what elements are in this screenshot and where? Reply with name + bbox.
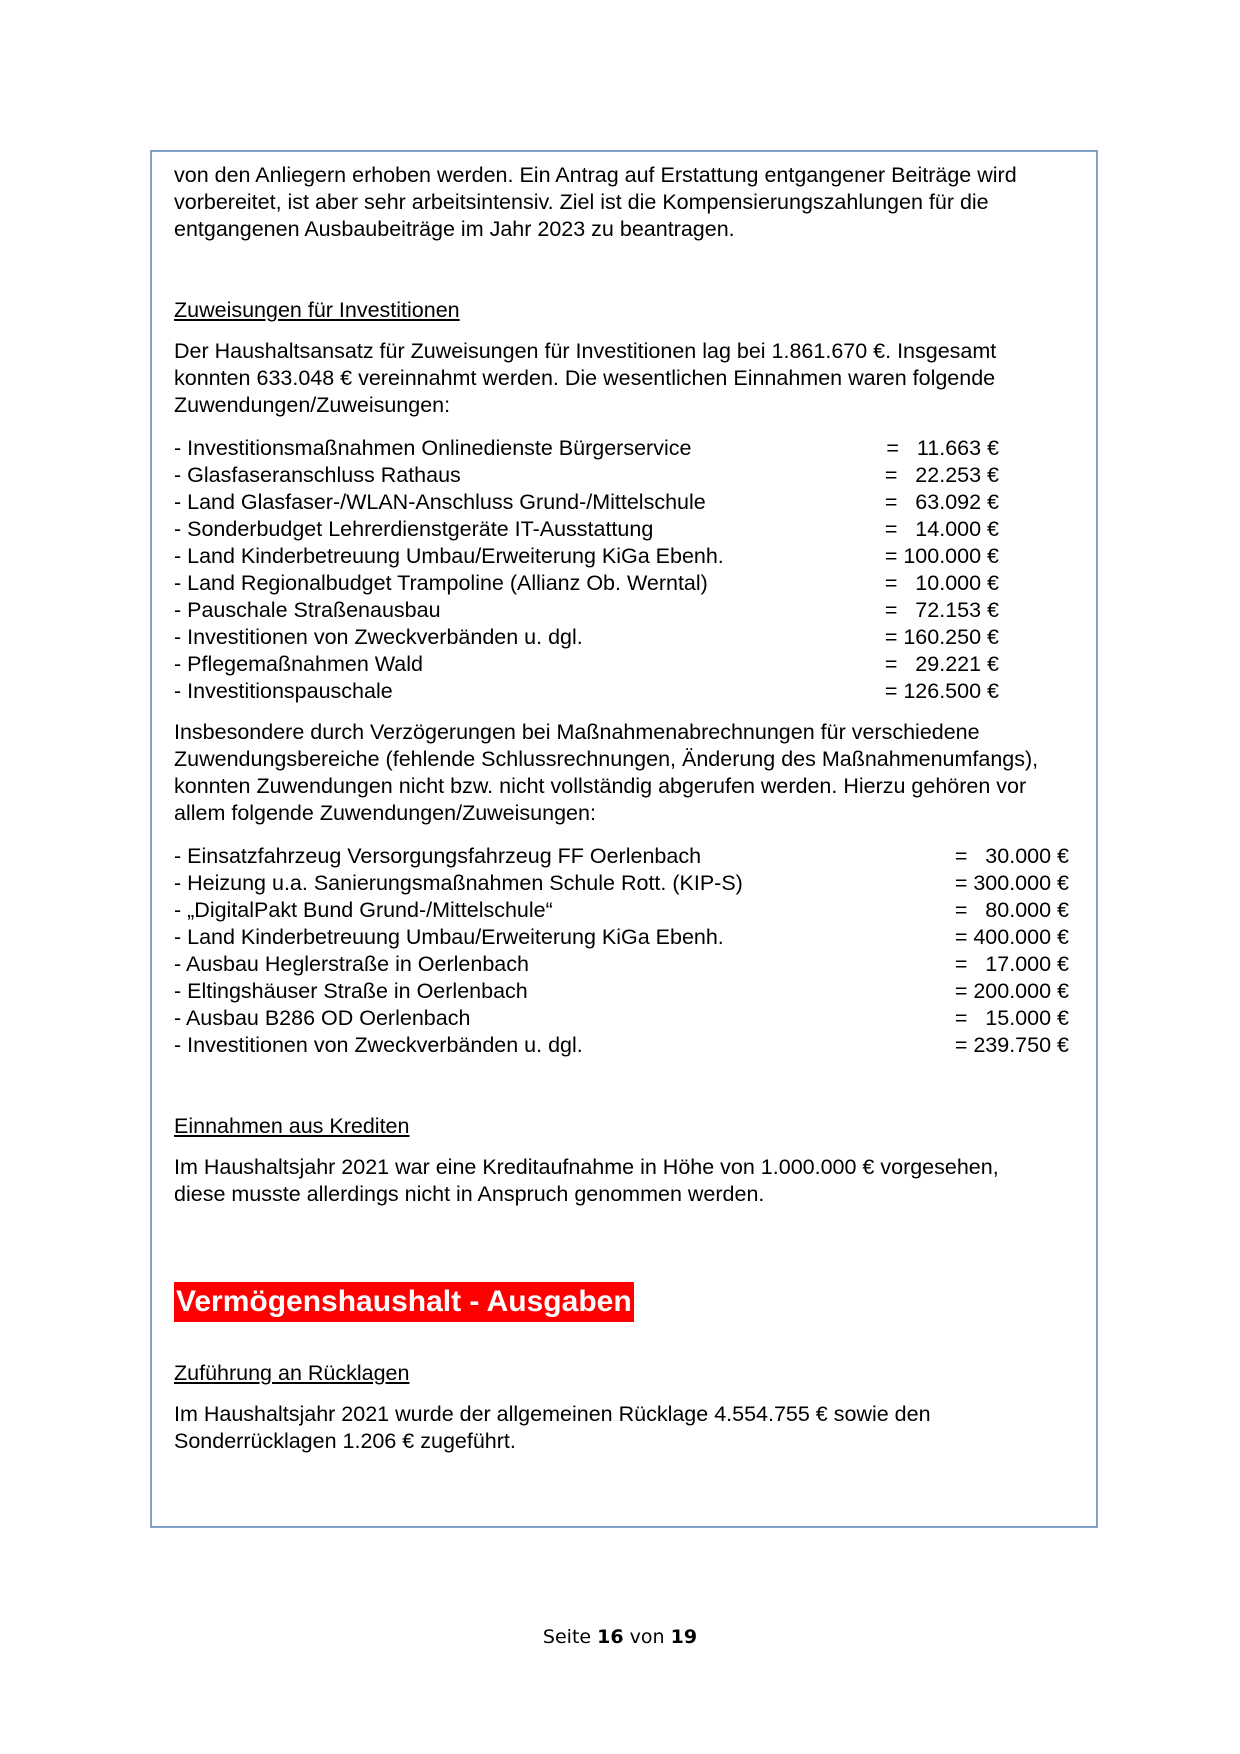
- section-title-vermoegenshaushalt: Vermögenshaushalt - Ausgaben: [174, 1282, 634, 1322]
- section-heading-kredite: Einnahmen aus Krediten: [174, 1114, 410, 1138]
- item-value: = 22.253 €: [884, 463, 999, 487]
- item-value: = 29.221 €: [884, 652, 999, 676]
- list-item: [174, 1032, 1069, 1059]
- list-item: [174, 516, 999, 543]
- list-item: [174, 543, 999, 570]
- item-value: = 14.000 €: [884, 517, 999, 541]
- list-item: [174, 489, 999, 516]
- item-label: - Investitionspauschale: [174, 679, 393, 703]
- item-label: - Land Regionalbudget Trampoline (Allianz Ob. Werntal): [174, 571, 708, 595]
- item-label: - Heizung u.a. Sanierungsmaßnahmen Schule Rott. (KIP-S): [174, 871, 743, 895]
- item-label: - Land Kinderbetreuung Umbau/Erweiterung KiGa Ebenh.: [174, 925, 724, 949]
- list-item: [174, 978, 1069, 1005]
- item-value: = 72.153 €: [884, 598, 999, 622]
- list-item: [174, 651, 999, 678]
- item-value: = 200.000 €: [954, 979, 1069, 1003]
- list-item: [174, 435, 999, 462]
- item-label: - Ausbau B286 OD Oerlenbach: [174, 1006, 471, 1030]
- item-label: - Sonderbudget Lehrerdienstgeräte IT-Ausstattung: [174, 517, 654, 541]
- footer-prefix: Seite: [542, 1626, 592, 1648]
- list-item: [174, 924, 1069, 951]
- item-label: - Investitionen von Zweckverbänden u. dgl.: [174, 1033, 583, 1057]
- item-value: = 239.750 €: [954, 1033, 1069, 1057]
- list-item: [174, 1005, 1069, 1032]
- item-value: = 63.092 €: [884, 490, 999, 514]
- item-value: = 80.000 €: [954, 898, 1069, 922]
- item-label: - „DigitalPakt Bund Grund-/Mittelschule“: [174, 898, 553, 922]
- item-value: = 300.000 €: [954, 871, 1069, 895]
- item-value: = 126.500 €: [884, 679, 999, 703]
- item-label: - Eltingshäuser Straße in Oerlenbach: [174, 979, 528, 1003]
- item-value: = 160.250 €: [884, 625, 999, 649]
- item-value: = 400.000 €: [954, 925, 1069, 949]
- list-item: [174, 597, 999, 624]
- item-label: - Investitionsmaßnahmen Onlinedienste Bürgerservice: [174, 436, 692, 460]
- item-value: = 10.000 €: [884, 571, 999, 595]
- list-item: [174, 897, 1069, 924]
- zuweisungen-list: [174, 435, 999, 705]
- item-value: = 30.000 €: [954, 844, 1069, 868]
- item-label: - Ausbau Heglerstraße in Oerlenbach: [174, 952, 529, 976]
- list-item: [174, 843, 1069, 870]
- verzoegerungen-paragraph: Insbesondere durch Verzögerungen bei Maßnahmenabrechnungen für verschiedene Zuwendungsbereiche (fehlende Schlussrechnungen, Änderung des Maßnahmenumfangs), konnten Zuwendungen nicht bzw. nicht vollständig abgerufen werden. Hierzu gehören vor allem folgende Zuwendungen/Zuweisungen:: [174, 720, 1039, 825]
- intro-paragraph: von den Anliegern erhoben werden. Ein Antrag auf Erstattung entgangener Beiträge wird vorbereitet, ist aber sehr arbeitsintensiv. Ziel ist die Kompensierungszahlungen für die entgangenen Ausbaubeiträge im Jahr 2023 zu beantragen.: [174, 163, 1017, 241]
- list-item: [174, 951, 1069, 978]
- item-value: = 17.000 €: [954, 952, 1069, 976]
- footer-middle: von: [629, 1626, 665, 1648]
- item-value: = 15.000 €: [954, 1006, 1069, 1030]
- item-value: = 100.000 €: [884, 544, 999, 568]
- list-item: [174, 870, 1069, 897]
- item-label: - Pauschale Straßenausbau: [174, 598, 441, 622]
- ruecklagen-paragraph: Im Haushaltsjahr 2021 wurde der allgemeinen Rücklage 4.554.755 € sowie den Sonderrücklagen 1.206 € zugeführt.: [174, 1402, 931, 1453]
- page-footer: [0, 1626, 1240, 1648]
- nicht-abgerufen-list: [174, 843, 1069, 1059]
- section-title-wrap: [174, 1282, 1074, 1322]
- page-content: [174, 162, 1074, 1455]
- investitionen-paragraph: Der Haushaltsansatz für Zuweisungen für Investitionen lag bei 1.861.670 €. Insgesamt konnten 633.048 € vereinnahmt werden. Die wesentlichen Einnahmen waren folgende Zuwendungen/Zuweisungen:: [174, 339, 997, 417]
- item-label: - Glasfaseranschluss Rathaus: [174, 463, 461, 487]
- item-label: - Investitionen von Zweckverbänden u. dgl.: [174, 625, 583, 649]
- item-value: = 11.663 €: [886, 436, 999, 460]
- list-item: [174, 678, 999, 705]
- list-item: [174, 624, 999, 651]
- section-heading-ruecklagen: Zuführung an Rücklagen: [174, 1361, 410, 1385]
- footer-total-pages: 19: [670, 1626, 698, 1648]
- footer-current-page: 16: [597, 1626, 624, 1648]
- section-heading-investitionen: Zuweisungen für Investitionen: [174, 298, 460, 322]
- list-item: [174, 570, 999, 597]
- item-label: - Einsatzfahrzeug Versorgungsfahrzeug FF Oerlenbach: [174, 844, 702, 868]
- item-label: - Pflegemaßnahmen Wald: [174, 652, 423, 676]
- item-label: - Land Glasfaser-/WLAN-Anschluss Grund-/Mittelschule: [174, 490, 706, 514]
- item-label: - Land Kinderbetreuung Umbau/Erweiterung KiGa Ebenh.: [174, 544, 724, 568]
- list-item: [174, 462, 999, 489]
- kredite-paragraph: Im Haushaltsjahr 2021 war eine Kreditaufnahme in Höhe von 1.000.000 € vorgesehen, diese musste allerdings nicht in Anspruch genommen werden.: [174, 1155, 999, 1206]
